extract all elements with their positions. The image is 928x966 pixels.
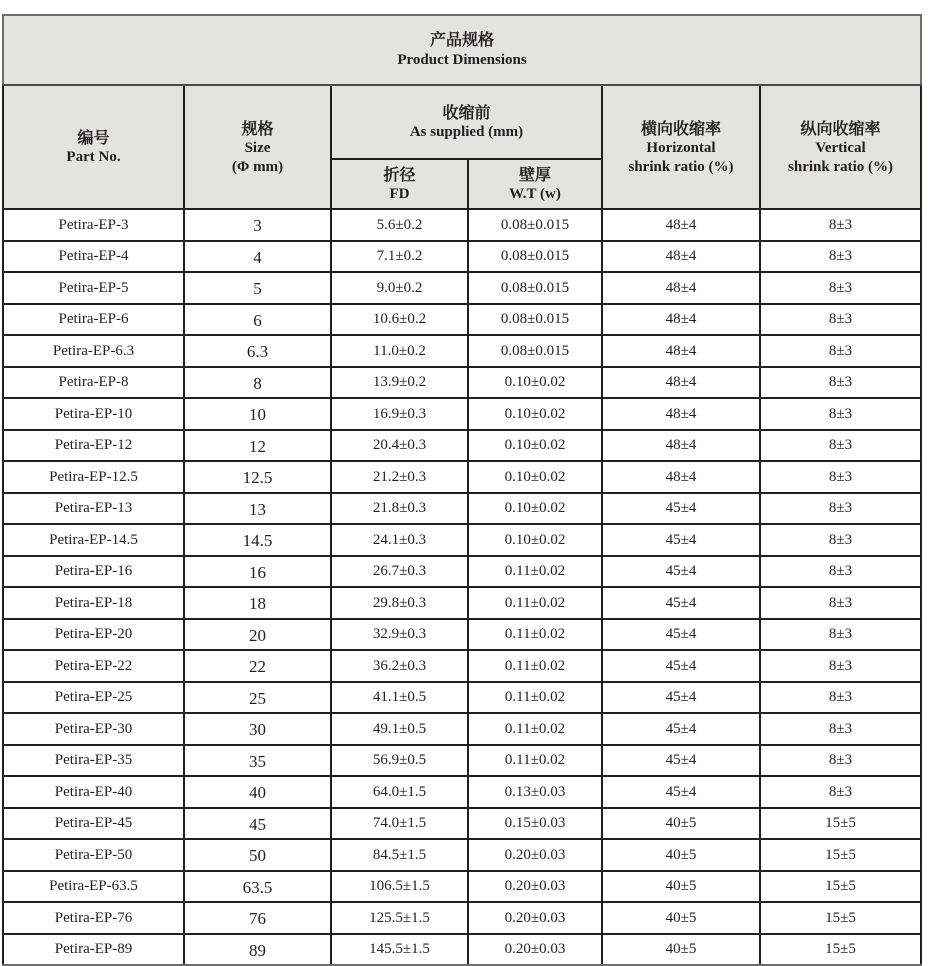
cell-vertical-shrink: 8±3 (760, 619, 921, 651)
header-wt-zh: 壁厚 (518, 165, 551, 184)
table-row (3, 650, 921, 682)
header-part-no-zh: 编号 (77, 128, 110, 147)
table-row (3, 808, 921, 840)
cell-wt: 0.11±0.02 (468, 619, 602, 651)
cell-size: 22 (184, 650, 331, 682)
cell-wt: 0.20±0.03 (468, 839, 602, 871)
header-as-supplied-en: As supplied (mm) (409, 124, 524, 140)
cell-vertical-shrink: 8±3 (760, 650, 921, 682)
cell-wt: 0.11±0.02 (468, 713, 602, 745)
cell-size: 25 (184, 682, 331, 714)
header-size-en: Size (244, 139, 271, 156)
cell-size: 35 (184, 745, 331, 777)
cell-horizontal-shrink: 40±5 (602, 934, 760, 966)
cell-fd: 36.2±0.3 (331, 650, 468, 682)
cell-horizontal-shrink: 45±4 (602, 650, 760, 682)
header-as-supplied-zh: 收缩前 (442, 103, 491, 122)
table-body (3, 209, 921, 965)
cell-horizontal-shrink: 45±4 (602, 713, 760, 745)
cell-part-no: Petira-EP-16 (3, 556, 184, 588)
cell-wt: 0.10±0.02 (468, 398, 602, 430)
cell-horizontal-shrink: 40±5 (602, 839, 760, 871)
cell-vertical-shrink: 8±3 (760, 745, 921, 777)
cell-wt: 0.10±0.02 (468, 493, 602, 525)
cell-wt: 0.11±0.02 (468, 587, 602, 619)
cell-part-no: Petira-EP-6 (3, 304, 184, 336)
cell-vertical-shrink: 8±3 (760, 430, 921, 462)
header-horizontal-en2: shrink ratio (%) (628, 158, 734, 175)
header-wt-en: W.T (w) (509, 186, 561, 202)
cell-fd: 106.5±1.5 (331, 871, 468, 903)
table-row (3, 934, 921, 966)
cell-fd: 64.0±1.5 (331, 776, 468, 808)
header-horizontal-shrink (602, 85, 760, 209)
cell-fd: 7.1±0.2 (331, 241, 468, 273)
cell-horizontal-shrink: 45±4 (602, 556, 760, 588)
cell-size: 12 (184, 430, 331, 462)
cell-size: 8 (184, 367, 331, 399)
cell-size: 30 (184, 713, 331, 745)
cell-vertical-shrink: 15±5 (760, 934, 921, 966)
cell-part-no: Petira-EP-4 (3, 241, 184, 273)
table-row (3, 367, 921, 399)
cell-horizontal-shrink: 40±5 (602, 902, 760, 934)
cell-size: 45 (184, 808, 331, 840)
cell-size: 89 (184, 934, 331, 966)
header-size-zh: 规格 (241, 118, 274, 138)
product-dimensions-table (2, 14, 922, 966)
cell-part-no: Petira-EP-6.3 (3, 335, 184, 367)
cell-part-no: Petira-EP-35 (3, 745, 184, 777)
cell-vertical-shrink: 8±3 (760, 524, 921, 556)
cell-vertical-shrink: 8±3 (760, 461, 921, 493)
cell-fd: 26.7±0.3 (331, 556, 468, 588)
title-zh: 产品规格 (430, 30, 495, 49)
cell-horizontal-shrink: 45±4 (602, 776, 760, 808)
cell-fd: 29.8±0.3 (331, 587, 468, 619)
cell-part-no: Petira-EP-20 (3, 619, 184, 651)
header-fd-en: FD (389, 186, 410, 202)
cell-vertical-shrink: 8±3 (760, 587, 921, 619)
title-row (3, 15, 921, 85)
table-row (3, 619, 921, 651)
cell-fd: 24.1±0.3 (331, 524, 468, 556)
header-fd-zh: 折径 (383, 165, 416, 184)
cell-fd: 21.8±0.3 (331, 493, 468, 525)
cell-wt: 0.11±0.02 (468, 650, 602, 682)
table-row (3, 524, 921, 556)
cell-vertical-shrink: 15±5 (760, 871, 921, 903)
cell-part-no: Petira-EP-12 (3, 430, 184, 462)
cell-size: 12.5 (184, 461, 331, 493)
cell-fd: 41.1±0.5 (331, 682, 468, 714)
cell-part-no: Petira-EP-63.5 (3, 871, 184, 903)
cell-part-no: Petira-EP-25 (3, 682, 184, 714)
header-as-supplied (331, 85, 602, 159)
cell-part-no: Petira-EP-12.5 (3, 461, 184, 493)
cell-fd: 145.5±1.5 (331, 934, 468, 966)
table-row (3, 871, 921, 903)
cell-horizontal-shrink: 48±4 (602, 335, 760, 367)
cell-vertical-shrink: 8±3 (760, 209, 921, 241)
cell-size: 4 (184, 241, 331, 273)
table-row (3, 209, 921, 241)
header-size-unit: (Φ mm) (231, 158, 284, 175)
cell-part-no: Petira-EP-50 (3, 839, 184, 871)
cell-vertical-shrink: 8±3 (760, 776, 921, 808)
cell-wt: 0.10±0.02 (468, 524, 602, 556)
table-row (3, 713, 921, 745)
cell-fd: 11.0±0.2 (331, 335, 468, 367)
cell-horizontal-shrink: 48±4 (602, 304, 760, 336)
cell-part-no: Petira-EP-89 (3, 934, 184, 966)
cell-vertical-shrink: 8±3 (760, 367, 921, 399)
cell-wt: 0.15±0.03 (468, 808, 602, 840)
cell-part-no: Petira-EP-76 (3, 902, 184, 934)
table-row (3, 493, 921, 525)
cell-wt: 0.10±0.02 (468, 430, 602, 462)
cell-size: 10 (184, 398, 331, 430)
table-row (3, 304, 921, 336)
cell-part-no: Petira-EP-22 (3, 650, 184, 682)
cell-part-no: Petira-EP-3 (3, 209, 184, 241)
cell-wt: 0.20±0.03 (468, 902, 602, 934)
cell-fd: 56.9±0.5 (331, 745, 468, 777)
table-row (3, 398, 921, 430)
header-wt (468, 159, 602, 209)
cell-horizontal-shrink: 45±4 (602, 493, 760, 525)
cell-size: 6.3 (184, 335, 331, 367)
header-vertical-zh: 纵向收缩率 (800, 118, 881, 138)
cell-fd: 84.5±1.5 (331, 839, 468, 871)
product-dimensions-table-container (2, 14, 920, 966)
cell-fd: 20.4±0.3 (331, 430, 468, 462)
header-fd (331, 159, 468, 209)
table-row (3, 461, 921, 493)
cell-wt: 0.10±0.02 (468, 367, 602, 399)
cell-size: 18 (184, 587, 331, 619)
cell-horizontal-shrink: 48±4 (602, 367, 760, 399)
cell-size: 20 (184, 619, 331, 651)
cell-vertical-shrink: 15±5 (760, 902, 921, 934)
cell-vertical-shrink: 8±3 (760, 493, 921, 525)
cell-wt: 0.13±0.03 (468, 776, 602, 808)
cell-fd: 13.9±0.2 (331, 367, 468, 399)
header-horizontal-en1: Horizontal (646, 139, 716, 156)
cell-fd: 10.6±0.2 (331, 304, 468, 336)
cell-part-no: Petira-EP-18 (3, 587, 184, 619)
cell-size: 63.5 (184, 871, 331, 903)
cell-part-no: Petira-EP-5 (3, 272, 184, 304)
header-horizontal-zh: 横向收缩率 (640, 118, 721, 138)
cell-fd: 125.5±1.5 (331, 902, 468, 934)
header-part-no (3, 85, 184, 209)
cell-part-no: Petira-EP-14.5 (3, 524, 184, 556)
cell-vertical-shrink: 8±3 (760, 556, 921, 588)
cell-size: 5 (184, 272, 331, 304)
cell-part-no: Petira-EP-8 (3, 367, 184, 399)
cell-size: 3 (184, 209, 331, 241)
table-row (3, 682, 921, 714)
header-vertical-en2: shrink ratio (%) (788, 158, 894, 175)
cell-vertical-shrink: 8±3 (760, 304, 921, 336)
cell-size: 14.5 (184, 524, 331, 556)
cell-horizontal-shrink: 40±5 (602, 871, 760, 903)
cell-fd: 5.6±0.2 (331, 209, 468, 241)
cell-wt: 0.08±0.015 (468, 272, 602, 304)
cell-wt: 0.08±0.015 (468, 209, 602, 241)
cell-horizontal-shrink: 45±4 (602, 619, 760, 651)
cell-vertical-shrink: 15±5 (760, 839, 921, 871)
cell-wt: 0.11±0.02 (468, 556, 602, 588)
cell-size: 40 (184, 776, 331, 808)
cell-size: 13 (184, 493, 331, 525)
table-row (3, 587, 921, 619)
cell-fd: 32.9±0.3 (331, 619, 468, 651)
cell-part-no: Petira-EP-13 (3, 493, 184, 525)
cell-wt: 0.20±0.03 (468, 934, 602, 966)
header-part-no-en: Part No. (66, 149, 121, 165)
cell-wt: 0.08±0.015 (468, 304, 602, 336)
cell-size: 76 (184, 902, 331, 934)
cell-fd: 9.0±0.2 (331, 272, 468, 304)
cell-vertical-shrink: 8±3 (760, 682, 921, 714)
table-row (3, 272, 921, 304)
cell-fd: 16.9±0.3 (331, 398, 468, 430)
cell-size: 6 (184, 304, 331, 336)
table-row (3, 335, 921, 367)
table-title (3, 15, 921, 85)
cell-part-no: Petira-EP-10 (3, 398, 184, 430)
table-row (3, 776, 921, 808)
cell-horizontal-shrink: 48±4 (602, 430, 760, 462)
cell-horizontal-shrink: 45±4 (602, 524, 760, 556)
cell-horizontal-shrink: 45±4 (602, 682, 760, 714)
table-row (3, 902, 921, 934)
cell-horizontal-shrink: 48±4 (602, 461, 760, 493)
cell-fd: 74.0±1.5 (331, 808, 468, 840)
cell-fd: 49.1±0.5 (331, 713, 468, 745)
cell-wt: 0.10±0.02 (468, 461, 602, 493)
cell-horizontal-shrink: 48±4 (602, 209, 760, 241)
table-row (3, 556, 921, 588)
table-row (3, 430, 921, 462)
header-vertical-shrink (760, 85, 921, 209)
cell-vertical-shrink: 15±5 (760, 808, 921, 840)
cell-size: 16 (184, 556, 331, 588)
header-row-1 (3, 85, 921, 159)
cell-wt: 0.08±0.015 (468, 241, 602, 273)
cell-wt: 0.08±0.015 (468, 335, 602, 367)
cell-vertical-shrink: 8±3 (760, 335, 921, 367)
cell-part-no: Petira-EP-30 (3, 713, 184, 745)
cell-wt: 0.11±0.02 (468, 682, 602, 714)
cell-horizontal-shrink: 48±4 (602, 398, 760, 430)
cell-wt: 0.11±0.02 (468, 745, 602, 777)
cell-vertical-shrink: 8±3 (760, 713, 921, 745)
cell-horizontal-shrink: 45±4 (602, 745, 760, 777)
header-size (184, 85, 331, 209)
cell-horizontal-shrink: 45±4 (602, 587, 760, 619)
title-en: Product Dimensions (397, 52, 527, 68)
table-row (3, 745, 921, 777)
cell-fd: 21.2±0.3 (331, 461, 468, 493)
header-vertical-en1: Vertical (815, 139, 866, 156)
cell-horizontal-shrink: 40±5 (602, 808, 760, 840)
cell-vertical-shrink: 8±3 (760, 272, 921, 304)
cell-vertical-shrink: 8±3 (760, 241, 921, 273)
cell-horizontal-shrink: 48±4 (602, 272, 760, 304)
cell-horizontal-shrink: 48±4 (602, 241, 760, 273)
cell-part-no: Petira-EP-45 (3, 808, 184, 840)
cell-size: 50 (184, 839, 331, 871)
cell-part-no: Petira-EP-40 (3, 776, 184, 808)
table-row (3, 839, 921, 871)
table-row (3, 241, 921, 273)
cell-vertical-shrink: 8±3 (760, 398, 921, 430)
cell-wt: 0.20±0.03 (468, 871, 602, 903)
